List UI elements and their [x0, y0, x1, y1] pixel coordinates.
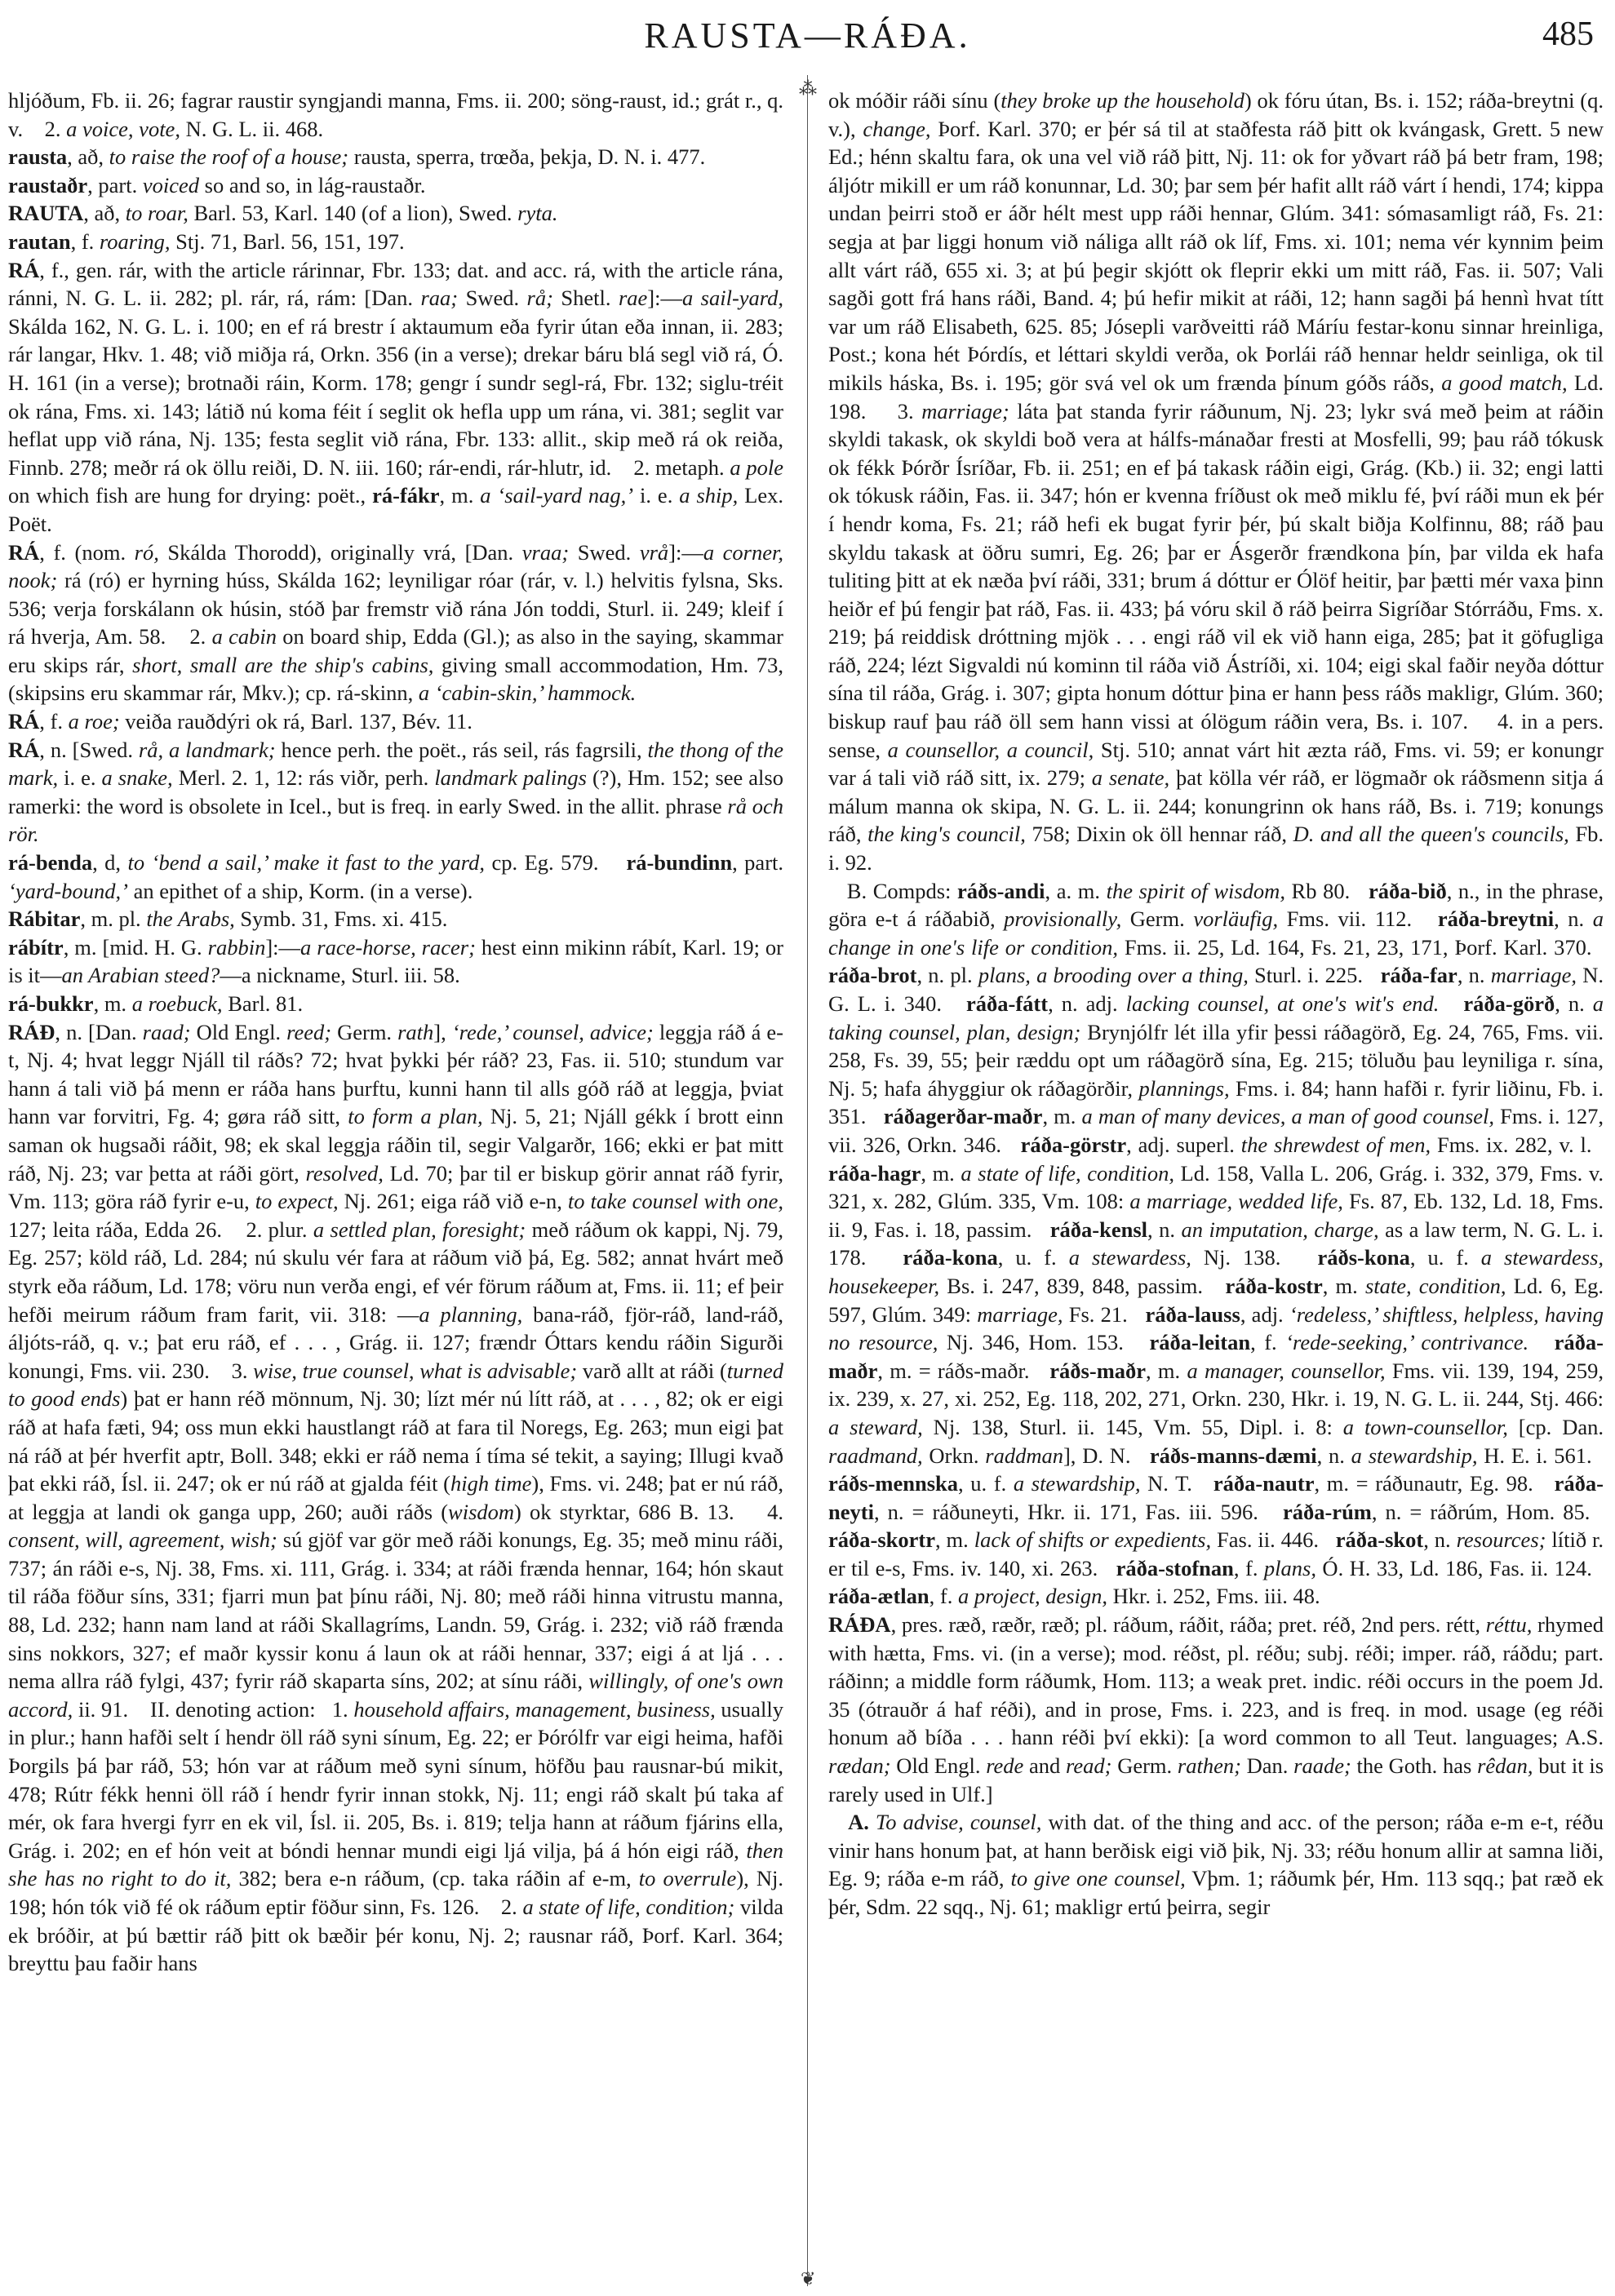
- dictionary-entry: RÁÐA, pres. ræð, ræðr, ræð; pl. ráðum, ráðit, ráða; pret. réð, 2nd pers. rétt, réttu, rhymed with hætta, Fms. vi. (in a verse); mod. réðst, pl. réðu; subj. réði; imper. ráð, ráðdu; part. ráðinn; a middle form ráðumk, Hom. 113; a weak pret. indic. réði occurs in the poem Jd. 35 (ótrauðr á haf réði), and in prose, Fms. i. 223, and is freq. in mod. usage (eg réði honum að bíða . . . hann réði því ekki): [a word common to all Teut. languages; A.S. rædan; Old Engl. rede and read; Germ. rathen; Dan. raade; the Goth. has rêdan, but it is rarely used in Ulf.]: [828, 1612, 1604, 1806]
- dictionary-entry: RÁ, f. (nom. ró, Skálda Thorodd), originally vrá, [Dan. vraa; Swed. vrå]:—a corner, nook; rá (ró) er hyrning húss, Skálda 162; leyniligar róar (rár, v. l.) helvitis fylsna, Sks. 536; verja forskálann ok húsin, stóð þar fremstr við rána Jón toddi, Sturl. ii. 249; kleif í rá hverja, Am. 58. 2. a cabin on board ship, Edda (Gl.); as also in the saying, skammar eru skips rár, short, small are the ship's cabins, giving small accommodation, Hm. 73, (skipsins eru skammar rár, Mkv.); cp. rá-skinn, a ‘cabin-skin,’ hammock.: [8, 539, 783, 706]
- dictionary-entry: RÁÐ, n. [Dan. raad; Old Engl. reed; Germ. rath], ‘rede,’ counsel, advice; leggja ráð á e-t, Nj. 4; hvat leggr Njáll til ráðs? 72; hvat þykki þér ráð? 23, Fas. ii. 510; stundum var hann á tali við þá menn er ráða hans þurftu, kunni hann til alls góð ráð at leggja, þviat hann var forvitri, Fg. 4; gøra ráð sitt, to form a plan, Nj. 5, 21; Njáll gékk í brott einn saman ok hugsaði ráðit, 98; ek skal leggja ráðin til, segir Valgarðr, 166; ekki er þat mitt ráð, Nj. 23; var þetta at ráði gört, resolved, Ld. 70; þar til er biskup görir annat ráð fyrir, Vm. 113; göra ráð fyrir e-u, to expect, Nj. 261; eiga ráð við e-n, to take counsel with one, 127; leita ráða, Edda 26. 2. plur. a settled plan, foresight; með ráðum ok kappi, Nj. 79, Eg. 257; köld ráð, Ld. 284; nú skulu vér fara at ráðum við þá, Eg. 582; annat hvárt með styrk eða ráðum, Ld. 178; vöru nun verða engi, ef vér förum ráðum at, Fms. ii. 11; ef þeir hefði meirum ráðum fram farit, vii. 318: —a planning, bana-ráð, fjör-ráð, land-ráð, áljóts-ráð, q. v.; þat eru ráð, ef . . . , Grág. ii. 127; frændr Óttars kendu ráðin Sigurði konungi, Fms. vii. 230. 3. wise, true counsel, what is advisable; varð allt at ráði (turned to good ends) þat er hann réð mönnum, Nj. 30; lízt mér nú lítt ráð, at . . . , 82; ok er eigi ráð at hafa fæti, 94; oss mun ekki haustlangt ráð at fara til Noregs, Eg. 263; mun eigi þat ná ráð at þér hverfit aptr, Boll. 348; ekki er ráð nema í tíma sé tekit, a saying; Illugi kvað þat ekki ráð, Ísl. ii. 247; ok er nú ráð at gjalda féit (high time), Fms. vi. 248; þat er nú ráð, at leggja at landi ok ganga upp, 260; auði ráðs (wisdom) ok styrktar, 686 B. 13. 4. consent, will, agreement, wish; sú gjöf var gör með ráði konungs, Eg. 35; með minu ráði, 737; án ráði e-s, Nj. 38, Fms. xi. 111, Grág. i. 334; at ráði frænda hennar, 164; hón skaut til ráða föður síns, 331; fjarri mun þat þínu ráði, Nj. 80; með ráði hinna vitrustu manna, 88, Ld. 232; hann nam land at ráði Skallagríms, Landn. 59, Grág. i. 232; við ráð frænda sins nokkors, 327; ef maðr kyssir konu á laun ok at ráði hennar, 337; eigi á at ljá . . . nema allra ráð fylgi, 437; fyrir ráð skaparta síns, 202; at sínu ráði, willingly, of one's own accord, ii. 91. II. denoting action: 1. household affairs, management, business, usually in plur.; hann hafði selt í hendr öll ráð syni sínum, Eg. 22; er Þórólfr var eigi heima, hafði Þorgils þá þar ráð, 53; hón var at ráðum með syni sínum, höfðu þau rausnar-bú mikit, 478; Rútr fékk henni öll ráð í hendr fyrir innan stokk, Nj. 11; engi ráð skalt þú taka af mér, ok fara hvergi fyrr en ek vil, Ísl. ii. 205, Bs. i. 819; telja hann at ráðum fjárins ella, Grág. i. 202; en ef hón veit at bóndi hennar mundi eigi ljá vilja, þá á hón eigi ráð, then she has no right to do it, 382; bera e-n ráðum, (cp. taka ráðin af e-m, to overrule), Nj. 198; hón tók við fé ok ráðum eptir föður sinn, Fs. 126. 2. a state of life, condition; vilda ek bróðir, at þú bættir ráð þitt ok bæðir þér konu, Nj. 2; rausnar ráð, Þorf. Karl. 364; breyttu þau faðir hans: [8, 1019, 783, 1976]
- dictionary-entry: RÁ, f., gen. rár, with the article rárinnar, Fbr. 133; dat. and acc. rá, with the article rána, ránni, N. G. L. ii. 282; pl. rár, rá, rám: [Dan. raa; Swed. rå; Shetl. rae]:—a sail-yard, Skálda 162, N. G. L. i. 100; en ef rá brestr í aktaumum eða fyrir útan eða innan, ii. 283; rár langar, Hkv. 1. 48; við miðja rá, Orkn. 356 (in a verse); drekar báru blá segl við rá, Ó. H. 161 (in a verse); brotnaði ráin, Korm. 178; gengr í sundr segl-rá, Fbr. 132; siglu-tréit ok rána, Fms. xi. 143; látið nú koma féit í seglit ok hefla upp um rána, vi. 381; seglit var heflat upp við rána, Nj. 135; festa seglit við rána, Fbr. 133: allit., skip með rá ok reiða, Finnb. 278; meðr rá ok öllu reiði, D. N. iii. 160; rár-endi, rár-hlutr, id. 2. metaph. a pole on which fish are hung for drying: poët., rá-fákr, m. a ‘sail-yard nag,’ i. e. a ship, Lex. Poët.: [8, 257, 783, 536]
- dictionary-entry: rausta, að, to raise the roof of a house; rausta, sperra, trœða, þekja, D. N. i. 477.: [8, 144, 706, 170]
- dictionary-entry: RÁ, f. a roe; veiða rauðdýri ok rá, Barl. 137, Bév. 11.: [8, 709, 473, 734]
- top-ornament-icon: ⁂: [799, 78, 817, 99]
- dictionary-entry: RAUTA, að, to roar, Barl. 53, Karl. 140 (of a lion), Swed. ryta.: [8, 201, 558, 226]
- running-head: RAUSTA—RÁÐA.: [644, 16, 971, 55]
- dictionary-entry: rá-benda, d, to ‘bend a sail,’ make it fast to the yard, cp. Eg. 579. rá-bundinn, part. ‘yard-bound,’ an epithet of a ship, Korm. (in a verse).: [8, 850, 783, 903]
- page-number: 485: [1542, 16, 1594, 53]
- dictionary-entry: A. To advise, counsel, with dat. of the thing and acc. of the person; ráða e-m e-t, réðu vinir hans honum þat, at hann berðisk eigi við þik, Nj. 33; réðu honum allir at samna liði, Eg. 9; ráða e-m ráð, to give one counsel, Vþm. 1; ráðumk þér, Hm. 113 sqq.; þat ræð ek þér, Sdm. 22 sqq., Nj. 61; makligr ertú þeirra, segir: [828, 1810, 1604, 1919]
- bottom-ornament-icon: ❦: [801, 2268, 816, 2289]
- dictionary-entry: rábítr, m. [mid. H. G. rabbin]:—a race-horse, racer; hest einn mikinn rábít, Karl. 19; or is it—an Arabian steed?—a nickname, Sturl. iii. 58.: [8, 934, 783, 988]
- dictionary-entry: B. Compds: ráðs-andi, a. m. the spirit of wisdom, Rb 80. ráða-bið, n., in the phrase, göra e-t á ráðabið, provisionally, Germ. vorläufig, Fms. vii. 112. ráða-breytni, n. a change in one's life or condition, Fms. ii. 25, Ld. 164, Fs. 21, 23, 171, Þorf. Karl. 370. ráða-brot, n. pl. plans, a brooding over a thing, Sturl. i. 225. ráða-far, n. marriage, N. G. L. i. 340. ráða-fátt, n. adj. lacking counsel, at one's wit's end. ráða-görð, n. a taking counsel, plan, design; Brynjólfr lét illa yfir þessi ráðagörð, Eg. 24, 765, Fms. vii. 258, Fs. 39, 55; þeir ræddu opt um ráðagörð sína, Eg. 215; töluðu þau leyniliga r. sína, Nj. 5; hafa áhyggiur ok ráðagörðir, plannings, Fms. i. 84; hann hafði r. fyrir liðinu, Fb. i. 351. ráðagerðar-maðr, m. a man of many devices, a man of good counsel, Fms. i. 127, vii. 326, Orkn. 346. ráða-görstr, adj. superl. the shrewdest of men, Fms. ix. 282, v. l. ráða-hagr, m. a state of life, condition, Ld. 158, Valla L. 206, Grág. i. 332, 379, Fms. v. 321, x. 282, Glúm. 335, Vm. 108: a marriage, wedded life, Fs. 87, Eb. 132, Ld. 18, Fms. ii. 9, Fas. i. 18, passim. ráða-kensl, n. an imputation, charge, as a law term, N. G. L. i. 178. ráða-kona, u. f. a stewardess, Nj. 138. ráðs-kona, u. f. a stewardess, housekeeper, Bs. i. 247, 839, 848, passim. ráða-kostr, m. state, condition, Ld. 6, Eg. 597, Glúm. 349: marriage, Fs. 21. ráða-lauss, adj. ‘redeless,’ shiftless, helpless, having no resource, Nj. 346, Hom. 153. ráða-leitan, f. ‘rede-seeking,’ contrivance. ráða-maðr, m. = ráðs-maðr. ráðs-maðr, m. a manager, counsellor, Fms. vii. 139, 194, 259, ix. 239, x. 27, xi. 252, Eg. 118, 202, 271, Orkn. 230, Hkr. i. 19, N. G. L. ii. 244, Stj. 466: a steward, Nj. 138, Sturl. ii. 145, Vm. 55, Dipl. i. 8: a town-counsellor, [cp. Dan. raadmand, Orkn. raddman], D. N. ráðs-manns-dæmi, n. a stewardship, H. E. i. 561. ráðs-mennska, u. f. a stewardship, N. T. ráða-nautr, m. = ráðunautr, Eg. 98. ráða-neyti, n. = ráðuneyti, Hkr. ii. 171, Fas. iii. 596. ráða-rúm, n. = ráðrúm, Hom. 85. ráða-skortr, m. lack of shifts or expedients, Fas. ii. 446. ráða-skot, n. resources; lítið r. er til e-s, Fms. iv. 140, xi. 263. ráða-stofnan, f. plans, Ó. H. 33, Ld. 186, Fas. ii. 124. ráða-ætlan, f. a project, design, Hkr. i. 252, Fms. iii. 48.: [828, 878, 1604, 1609]
- column-divider: [807, 75, 808, 2286]
- dictionary-entry: ok móðir ráði sínu (they broke up the household) ok fóru útan, Bs. i. 152; ráða-breytni (q. v.), change, Þorf. Karl. 370; er þér sá til at staðfesta ráð þitt ok kvángask, Grett. 5 new Ed.; hénn skaltu fara, ok una vel við ráð þitt, Nj. 11: ok for yðvart ráð þá betr fram, 198; áljótr mikill er um ráð konunnar, Ld. 30; þar sem þér hafit allt ráð várt í hendi, 174; kippa undan þeirri stoð er áðr hélt mest upp ráði hennar, Glúm. 341: sómasamligt ráð, Fs. 21: segja at þar liggi honum við náliga allt ráð ok líf, Fms. xi. 101; nema vér kynnim þeim allt várt ráð, 655 xi. 3; at þú þegir skjótt ok fleprir ekki um mitt ráð, Fas. ii. 507; Vali sagði gott frá hans ráði, Band. 4; þú hefir mikit at ráði, 12; hann sagði þá hennì hvat títt var um ráð Elisabeth, 625. 85; Jósepli varðveitti ráð Máríu festar-konu sinnar hreinliga, Post.; kona hét Þórdís, et léttari skyldi verða, ok Þorlái ráð hennar heldr seinliga, ok til mikils háska, Bs. i. 195; gör svá vel ok um frænda þínum góðs ráðs, a good match, Ld. 198. 3. marriage; láta þat standa fyrir ráðunum, Nj. 23; lykr svá með þeim at ráðin skyldi takask, ok skyldi boð vera at hálfs-mánaðar fresti at Mosfelli, 99; þau ráð tókusk ok fékk Þórðr Ísríðar, Fb. ii. 251; en ef þá takask ráðin eigi, Grág. (Kb.) ii. 32; engi latti ok tókusk ráðin, Fas. ii. 347; hón er kvenna fríðust ok með miklu fé, því ráði mun ek þér í hendr koma, Fs. 21; ráð hefi ek bugat fyrir þér, þú skalt biðja Kolfinnu, 88; ráð þau skyldu takask at öðru sumri, Eg. 26; þar er Ásgerðr frændkona þín, þar vilda ek hafa tuliting þitt at ek næða því ráði, 331; brum á dóttur er Ólöf heitir, þar þætti mér vaxa þinn heiðr ef þú fengir þat ráð, Fas. ii. 433; þá vóru skil ð ráð þeirra Sigríðar Stórráðu, Fms. x. 219; þá reiddisk dróttning mjök . . . engi ráð vil ek við hann eiga, 285; þat it göfugliga ráð, 224; lézt Sigvaldi nú kominn til ráða við Ástríði, xi. 104; eigi skal faðir neyða dóttur sína til ráða, Grág. i. 307; gipta honum dóttur þina er hann þess ráðs makligr, Glúm. 360; biskup rauf þau ráð öll sem hann vissi at ólögum ráðin vera, Bs. i. 107. 4. in a pers. sense, a counsellor, a council, Stj. 510; annat várt hit æzta ráð, Fms. vi. 59; er konungr var á tali við ráð sitt, ix. 279; a senate, þat kölla vér ráð, er lögmaðr ok ráðsmenn sitja á málum manna ok skipa, N. G. L. ii. 244; konungrinn ok hans ráð, Bs. i. 719; konungs ráð, the king's council, 758; Dixin ok öll hennar ráð, D. and all the queen's councils, Fb. i. 92.: [828, 88, 1604, 875]
- dictionary-entry: rautan, f. roaring, Stj. 71, Barl. 56, 151, 197.: [8, 228, 405, 254]
- left-column: [8, 86, 783, 2289]
- dictionary-entry: Rábitar, m. pl. the Arabs, Symb. 31, Fms. xi. 415.: [8, 906, 448, 932]
- dictionary-entry: rá-bukkr, m. a roebuck, Barl. 81.: [8, 991, 304, 1016]
- dictionary-entry: raustaðr, part. voiced so and so, in lág-raustaðr.: [8, 172, 426, 197]
- dictionary-entry: hljóðum, Fb. ii. 26; fagrar raustir syngjandi manna, Fms. ii. 200; söng-raust, id.; grát r., q. v. 2. a voice, vote, N. G. L. ii. 468.: [8, 88, 783, 141]
- right-column: [828, 86, 1604, 2289]
- dictionary-entry: RÁ, n. [Swed. rå, a landmark; hence perh. the poët., rás seil, rás fagrsili, the thong of the mark, i. e. a snake, Merl. 2. 1, 12: rás viðr, perh. landmark palings (?), Hm. 152; see also ramerki: the word is obsolete in Icel., but is freq. in early Swed. in the allit. phrase rå och rör.: [8, 737, 783, 847]
